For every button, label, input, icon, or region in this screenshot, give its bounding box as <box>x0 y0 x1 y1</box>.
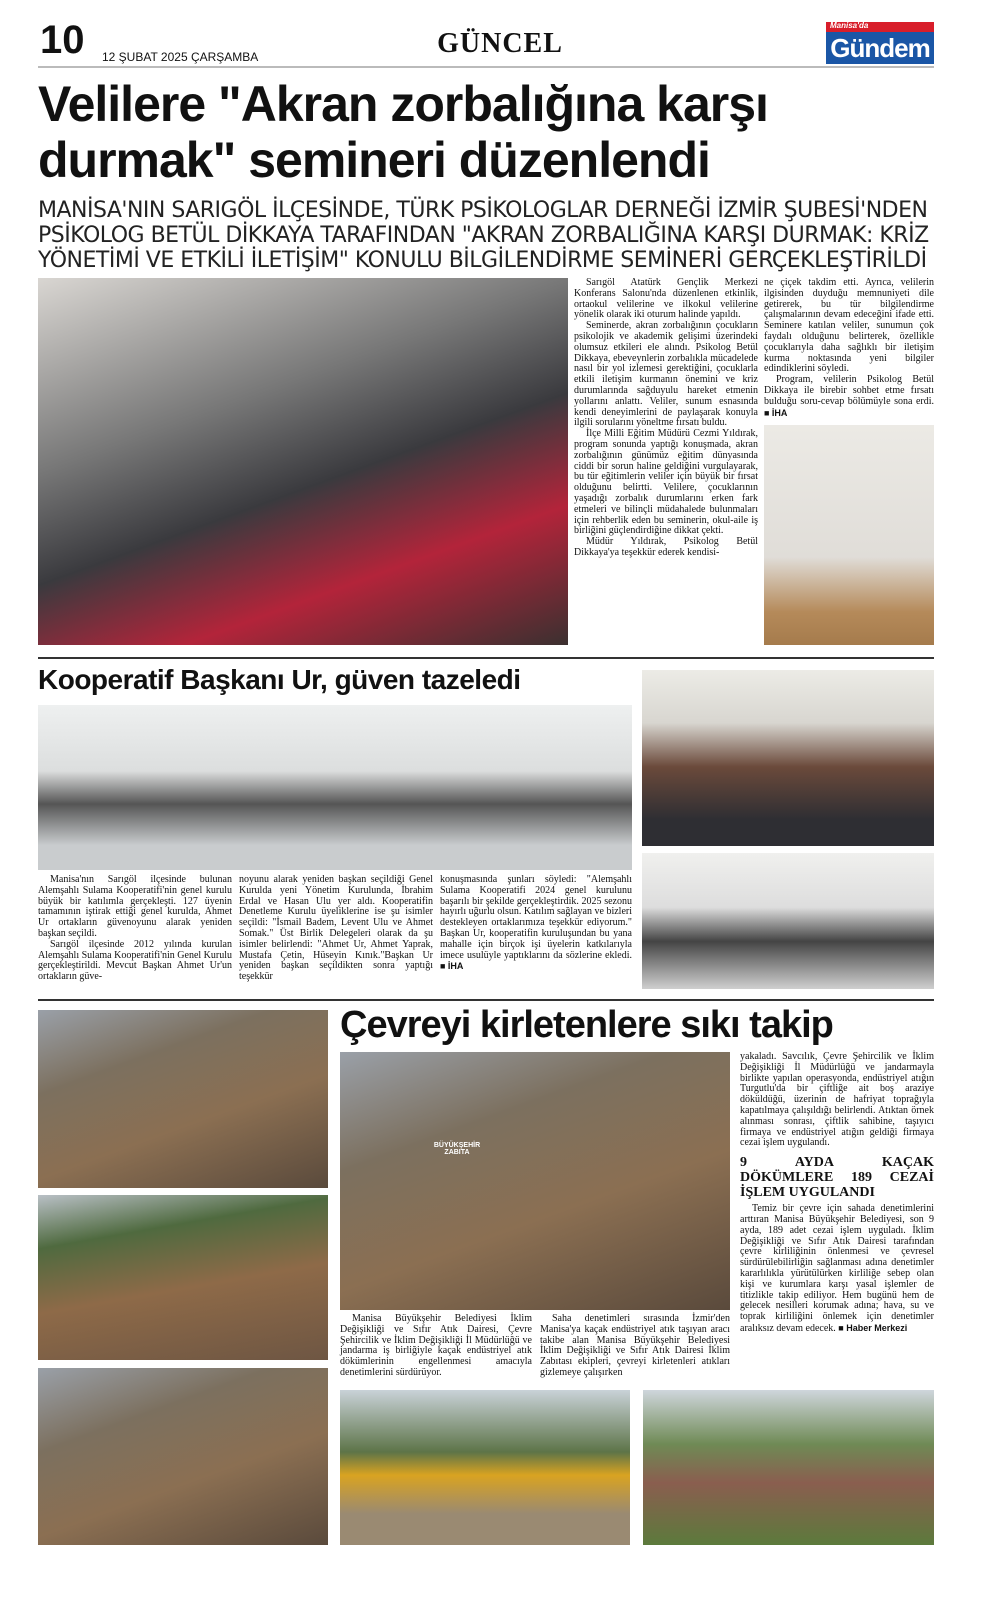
article1-column-1 <box>574 278 758 559</box>
logo-main: Gündem <box>830 33 930 63</box>
dump-site-photo <box>38 1195 328 1360</box>
group-photo <box>642 670 934 846</box>
header-rule <box>38 66 934 68</box>
paragraph <box>764 375 934 419</box>
agency-signature: ■ Haber Merkezi <box>838 1322 908 1333</box>
article2-column-1 <box>38 875 232 983</box>
paragraph-text: konuşmasında şunları söyledi: "Alemşahlı Sulama Kooperatifi 2024 genel kurulunu başarılı bir şekilde gerçekleştirdik. 2025 sezonu hayırlı uğurlu olsun. Katılım sağlayan ve bizleri destekleyen ortaklarımıza teşekkür ediyorum." Başkan Ur, kooperatifin kuruluşundan bu yana mahalle için birçok işi üyelerin katkılarıyla imece usulüyle yaptıklarını da sözlerine ekledi. <box>440 874 632 961</box>
seminar-hall-photo <box>38 278 568 645</box>
article3-column-3 <box>740 1052 934 1335</box>
agency-signature: ■ İHA <box>440 961 464 972</box>
paragraph: Seminerde, akran zorbalığının çocukların psikolojik ve akademik gelişimi üzerindeki olumsuz etkileri ele alındı. Psikolog Betül Dikkaya, ebeveynlerin zorbalıkla mücadelede nasıl bir yol izlemesi gerektiğini, çocuklarla etkili iletişim kurmanın önemini ve kriz durumlarında sağduyulu hareket etmenin yollarını anlattı. Veliler, sunum esnasında kendi deneyimlerini de paylaşarak konuyla ilgili sorularını yöneltme fırsatı buldu. <box>574 320 758 429</box>
article1-column-2-stack <box>764 278 934 645</box>
section-rule <box>38 657 934 659</box>
page-number: 10 <box>40 18 85 62</box>
section-rule <box>38 999 934 1001</box>
paragraph: Manisa Büyükşehir Belediyesi İklim Değişikliği ve Sıfır Atık Dairesi, Çevre Şehircilik ve İklim Değişikliği İl Müdürlüğü ve jandarma iş birliğiyle kaçak endüstriyel atık dökümlerinin engellenmesi amacıyla denetimlerini sürdürüyor. <box>340 1313 532 1378</box>
paragraph-text: Temiz bir çevre için sahada denetimlerini arttıran Manisa Büyükşehir Belediyesi, son 9 ayda, 189 adet cezai işlem uyguladı. İklim Değişikliği ve Sıfır Atık Dairesi tarafından çevre kirliliğinin önlenmesi ve çevresel sürdürülebilirliğin sağlanması adına denetimler kararlılıkla yürütülürken kirliliğe sebep olan kişi ve kurumlara karşı yasal işlemler de titizlikle takip ediliyor. Hem bugünü hem de gelecek nesilleri korumak adına; hava, su ve toprak kirliliğini önlemek için denetimler aralıksız devam edecek. <box>740 1203 934 1334</box>
section-title: GÜNCEL <box>437 28 563 59</box>
zabita-photo <box>340 1052 730 1310</box>
paragraph: Sarıgöl ilçesinde 2012 yılında kurulan Alemşahlı Sulama Kooperatifi'nin Genel Kurulu gerçekleştirildi. Mevcut Başkan Ahmet Ur'un ortakların güve- <box>38 938 232 983</box>
article1-column-2 <box>764 278 934 419</box>
article3-subheading: 9 AYDA KAÇAK DÖKÜMLERE 189 CEZAİ İŞLEM UYGULANDI <box>740 1155 934 1201</box>
article3-column-2 <box>540 1314 730 1379</box>
general-assembly-photo <box>38 705 632 870</box>
article3-headline: Çevreyi kirletenlere sıkı takip <box>340 1004 833 1046</box>
paragraph: Sarıgöl Atatürk Gençlik Merkezi Konferans Salonu'nda düzenlenen etkinlik, ortaokul velilerine ve ilkokul velilerine yönelik olarak iki oturum halinde yapıldı. <box>574 277 758 321</box>
paragraph: noyunu alarak yeniden başkan seçildiği Genel Kurulda yeni Yönetim Kurulunda, İbrahim Erdal ve Hasan Ulu yer aldı. Kooperatifin Denetleme Kurulu üyeliklerine ise şu isimler seçildi: "İsmail Badem, Levent Ulu ve Ahmet Somak." Üst Birlik Delegeleri olarak da şu isimler belirlendi: "Ahmet Ur, Ahmet Yaprak, Mustafa Çetin, Hüseyin Kınık."Başkan Ur yeniden başkan seçildikten sonra yaptığı teşekkür <box>239 874 433 983</box>
inspection-photo-1 <box>38 1010 328 1188</box>
article1-headline: Velilere "Akran zorbalığına karşı durmak" semineri düzenlendi <box>38 76 768 188</box>
issue-date: 12 ŞUBAT 2025 ÇARŞAMBA <box>102 50 259 64</box>
zabita-label: BÜYÜKŞEHİR ZABITA <box>433 1142 481 1156</box>
paragraph: Müdür Yıldırak, Psikolog Betül Dikkaya'ya teşekkür ederek kendisi- <box>574 536 758 558</box>
article1-subhead: MANİSA'NIN SARIGÖL İLÇESİNDE, TÜRK PSİKOLOGLAR DERNEĞİ İZMİR ŞUBESİ'NDEN PSİKOLOG BETÜL DİKKAYA TARAFINDAN "AKRAN ZORBALIĞINA KARŞI DURMAK: KRİZ YÖNETİMİ VE ETKİLİ İLETİŞİM" KONULU BİLGİLENDİRME SEMİNERİ GERÇEKLEŞTİRİLDİ <box>38 198 929 273</box>
hillside-dump-photo <box>643 1390 934 1545</box>
article3-column-1 <box>340 1314 532 1379</box>
award-photo <box>764 425 934 645</box>
paragraph: yakaladı. Savcılık, Çevre Şehircilik ve İklim Değişikliği İl Müdürlüğü ve jandarmayla birlikte yapılan operasyonda, endüstriyel atığın Turgutlu'da bir çiftliğe ait boş araziye döküldüğü, üzerinin de hafriyat toprağıyla kapatılmaya çalışıldığı belirlendi. Atıktan örnek alınması sonrası, çiftlik sahibine, taşıyıcı firmaya ve endüstriyel atığın geldiği firmaya cezai işlem uygulandı. <box>740 1051 934 1149</box>
truck-photo <box>340 1390 630 1545</box>
paragraph <box>740 1204 934 1335</box>
article2-headline: Kooperatif Başkanı Ur, güven tazeledi <box>38 664 521 695</box>
logo-top: Manisa'da <box>830 21 869 30</box>
article2-column-2 <box>239 875 433 983</box>
paragraph: ne çiçek takdim etti. Ayrıca, velilerin ilgisinden duyduğu memnuniyeti dile getirerek, bu tür bilgilendirme çalışmalarının devam edeceğini ifade etti. Seminere katılan veliler, sunumun çok faydalı olduğunu belirterek, özellikle çocuklarıyla daha sağlıklı bir iletişim kurma noktasında yeni bilgiler edindiklerini söyledi. <box>764 277 934 375</box>
article2-column-3 <box>440 875 632 973</box>
members-photo <box>642 853 934 989</box>
paragraph: Manisa'nın Sarıgöl ilçesinde bulunan Alemşahlı Sulama Kooperatifi'nin genel kurulu büyük bir katılımla gerçekleşti. 127 üyenin tamamının iştirak ettiği genel kurulda, Ahmet Ur ortakların güvenoyunu alarak yeniden başkan seçildi. <box>38 874 232 939</box>
newspaper-logo <box>826 22 934 64</box>
agency-signature: ■ İHA <box>764 407 788 418</box>
paragraph <box>440 875 632 973</box>
inspection-photo-2 <box>38 1368 328 1545</box>
paragraph-text: Program, velilerin Psikolog Betül Dikkaya ile birebir sohbet etme fırsatı bulduğu soru-cevap bölümüyle sona erdi. <box>764 374 934 407</box>
paragraph: Saha denetimleri sırasında İzmir'den Manisa'ya kaçak endüstriyel atık taşıyan aracı takibe alan Manisa Büyükşehir Belediyesi İklim Değişikliği ve Sıfır Atık Dairesi İklim Zabıtası ekipleri, çevreyi kirletenleri atıkları gizlemeye çalışırken <box>540 1313 730 1378</box>
paragraph: İlçe Milli Eğitim Müdürü Cezmi Yıldırak, program sonunda yaptığı konuşmada, akran zorbalığının günümüz eğitim dünyasında ciddi bir sorun haline geldiğini vurgulayarak, bu tür eğitimlerin veliler için büyük bir fırsat olduğunu belirtti. Velilere, çocuklarının yaşadığı zorbalık durumlarını erken fark etmeleri ve bilinçli müdahalede bulunmaları için rehberlik eden bu seminerin, okul-aile iş birliğini güçlendirdiğine dikkat çekti. <box>574 428 758 537</box>
